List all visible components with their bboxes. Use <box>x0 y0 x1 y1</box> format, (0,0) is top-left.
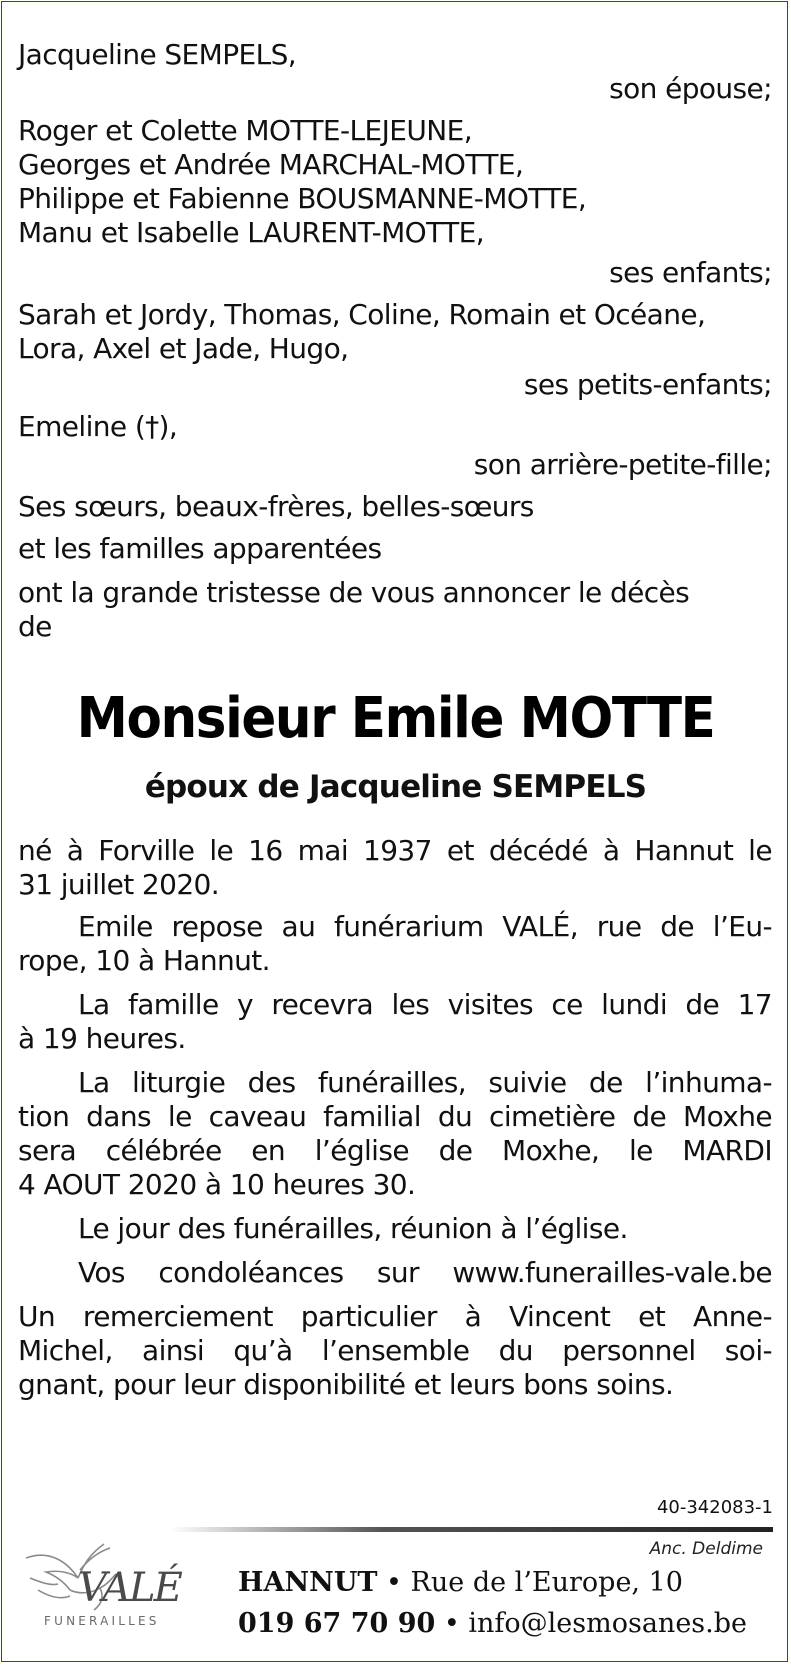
siblings-line: Ses sœurs, beaux-frères, belles-sœurs <box>18 490 534 523</box>
deceased-name: Monsieur Emile MOTTE <box>76 686 715 751</box>
detail-line: Emile repose au funérarium VALÉ, rue de l’Eu- <box>78 910 772 943</box>
detail-line: tion dans le caveau familial du cimetière de Moxhe <box>18 1100 772 1133</box>
great-grandchild-role: son arrière-petite-fille; <box>473 448 772 481</box>
street: • Rue de l’Europe, 10 <box>377 1567 683 1598</box>
spouse-role: son épouse; <box>609 72 772 105</box>
detail-line: né à Forville le 16 mai 1937 et décédé à Hannut le <box>18 834 772 867</box>
detail-line: 4 AOUT 2020 à 10 heures 30. <box>18 1168 416 1201</box>
detail-line: Le jour des funérailles, réunion à l’église. <box>78 1212 628 1245</box>
address-line <box>238 1567 683 1598</box>
vale-logo-sub: FUNERAILLES <box>44 1614 160 1628</box>
announce-line: ont la grande tristesse de vous annoncer le décès <box>18 576 690 609</box>
email: • info@lesmosanes.be <box>435 1608 747 1639</box>
thanks-line: Michel, ainsi qu’à l’ensemble du personnel soi- <box>18 1334 772 1367</box>
families-line: et les familles apparentées <box>18 532 382 565</box>
grandchildren-line: Lora, Axel et Jade, Hugo, <box>18 332 349 365</box>
child-line: Roger et Colette MOTTE-LEJEUNE, <box>18 114 472 147</box>
announce-line: de <box>18 610 52 643</box>
deceased-spouse: époux de Jacqueline SEMPELS <box>144 769 647 805</box>
detail-line: 31 juillet 2020. <box>18 868 220 901</box>
footer-divider <box>170 1527 773 1532</box>
child-line: Manu et Isabelle LAURENT-MOTTE, <box>18 216 485 249</box>
spouse-name: Jacqueline SEMPELS, <box>18 38 297 71</box>
detail-line: rope, 10 à Hannut. <box>18 944 270 977</box>
condolences-line: Vos condoléances sur www.funerailles-vale.be <box>78 1256 772 1289</box>
contact-line <box>238 1608 747 1639</box>
page-border <box>1 1 788 1662</box>
detail-line: La famille y recevra les visites ce lundi de 17 <box>78 988 772 1021</box>
detail-line: La liturgie des funérailles, suivie de l’inhuma- <box>78 1066 772 1099</box>
child-line: Georges et Andrée MARCHAL-MOTTE, <box>18 148 524 181</box>
city: HANNUT <box>238 1567 378 1598</box>
detail-line: à 19 heures. <box>18 1022 186 1055</box>
former-name: Anc. Deldime <box>649 1539 763 1559</box>
child-line: Philippe et Fabienne BOUSMANNE-MOTTE, <box>18 182 587 215</box>
thanks-line: Un remerciement particulier à Vincent et Anne- <box>18 1300 772 1333</box>
thanks-line: gnant, pour leur disponibilité et leurs bons soins. <box>18 1368 674 1401</box>
children-role: ses enfants; <box>609 256 772 289</box>
detail-line: sera célébrée en l’église de Moxhe, le MARDI <box>18 1134 772 1167</box>
grandchildren-role: ses petits-enfants; <box>523 368 772 401</box>
reference-number: 40-342083-1 <box>656 1497 773 1518</box>
grandchildren-line: Sarah et Jordy, Thomas, Coline, Romain et Océane, <box>18 298 706 331</box>
vale-logo: VALÉ <box>78 1565 181 1611</box>
phone-number: 019 67 70 90 <box>238 1608 436 1639</box>
great-grandchild: Emeline (†), <box>18 410 178 443</box>
